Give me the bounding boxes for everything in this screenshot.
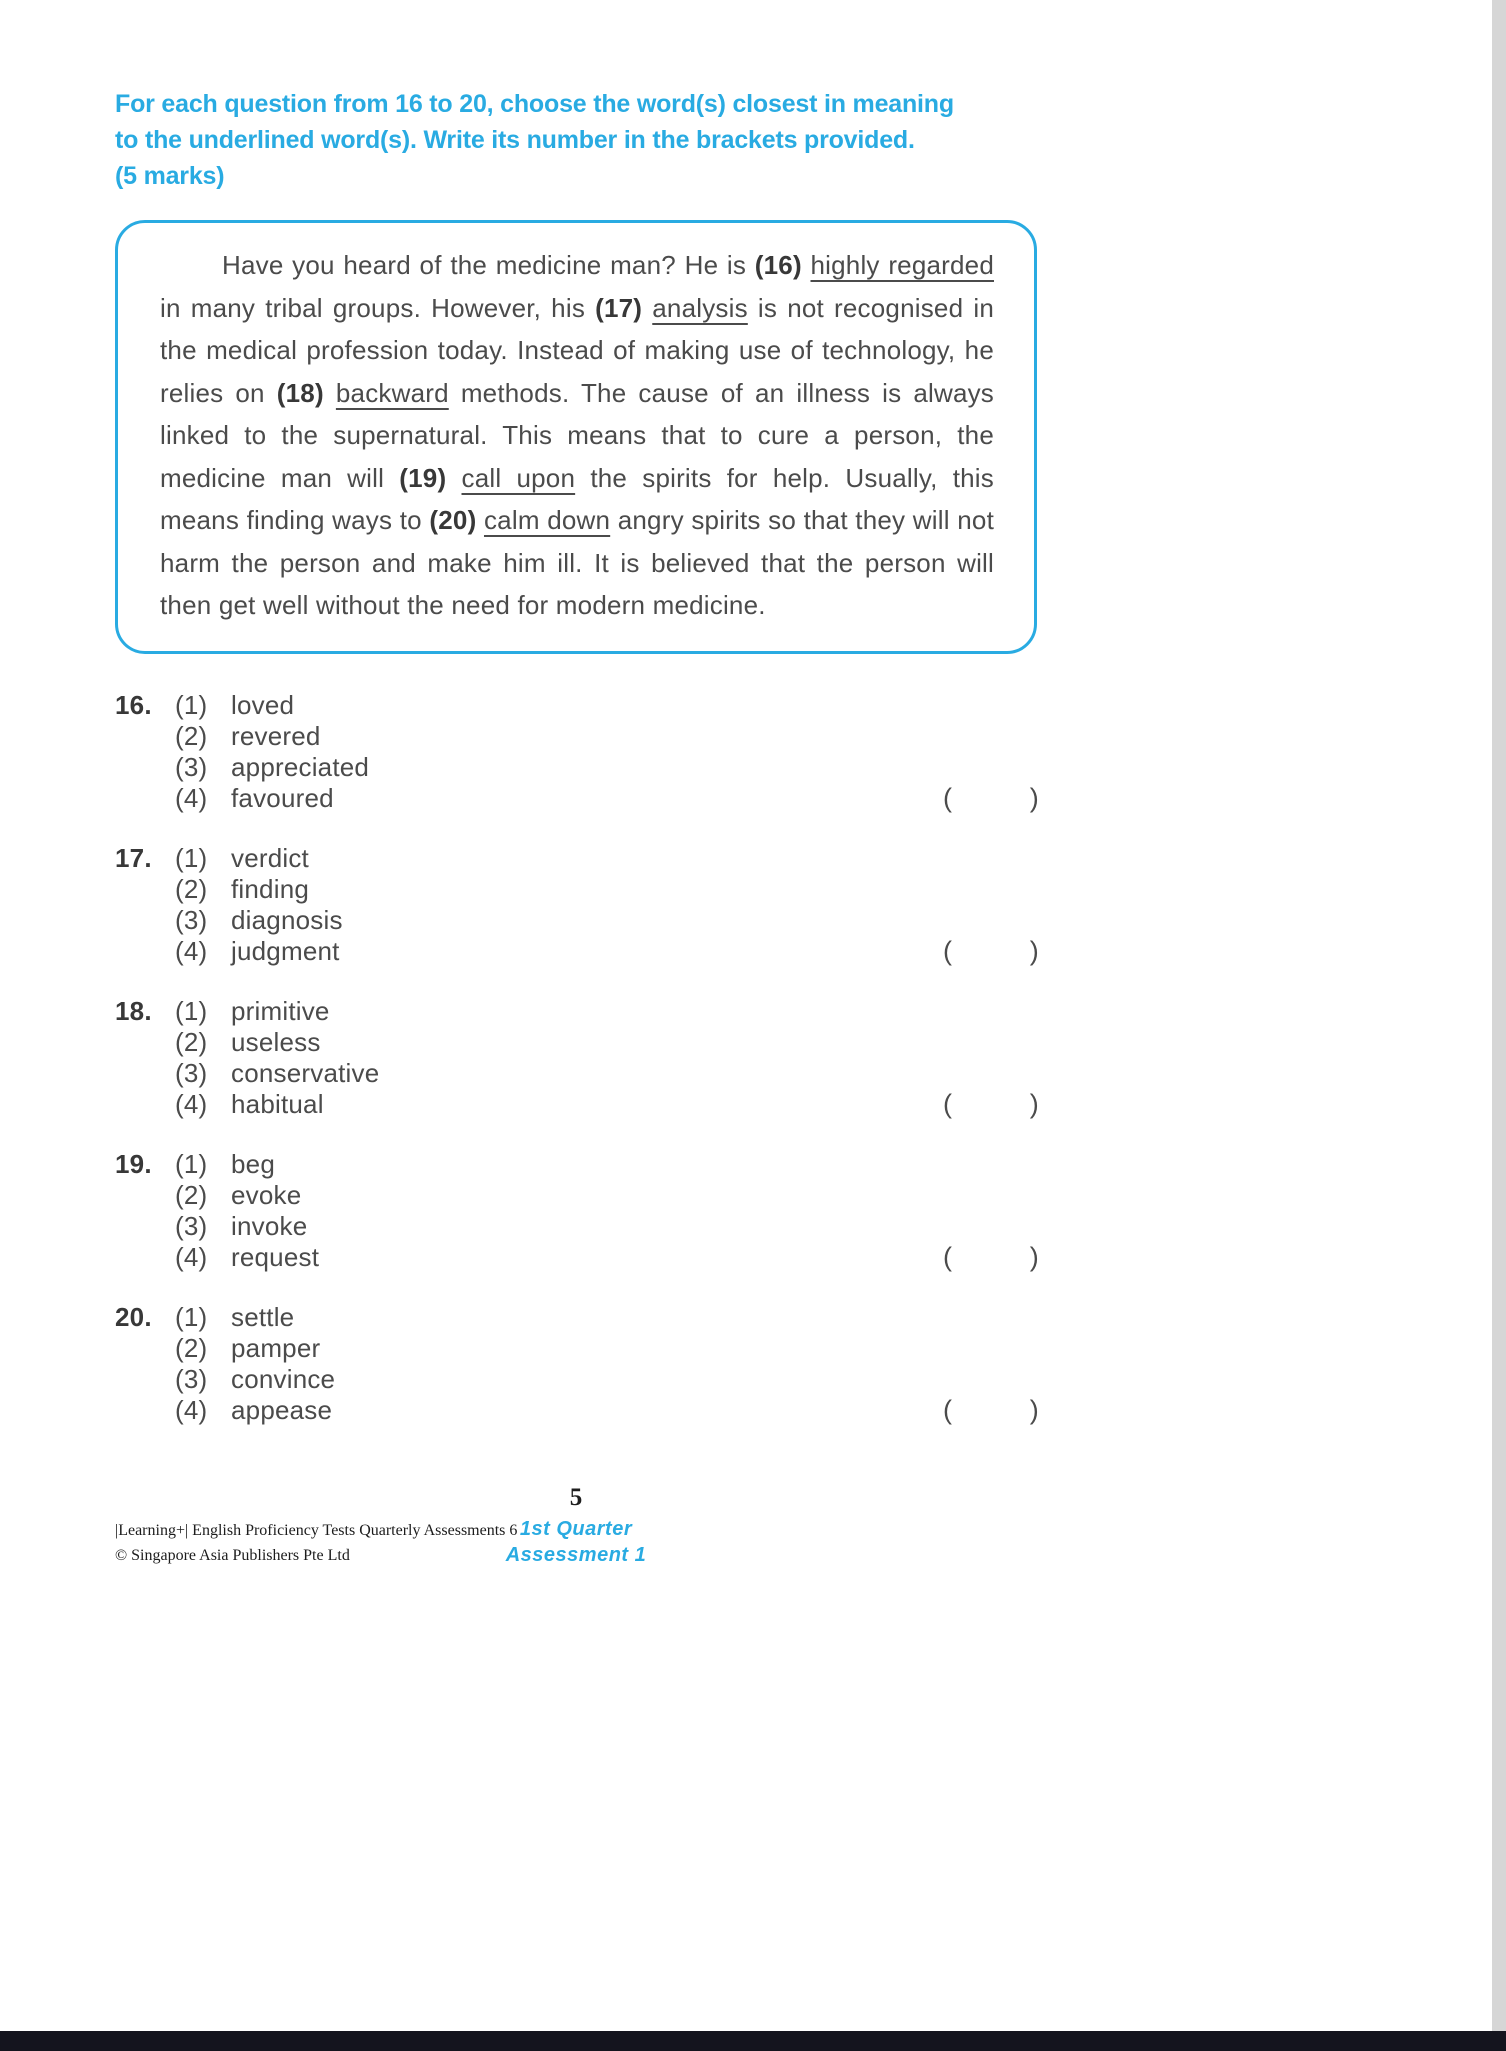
option-row <box>175 1333 1037 1364</box>
answer-bracket-close: ) <box>1029 935 1039 966</box>
answer-bracket-close: ) <box>1029 1088 1039 1119</box>
passage-segment-bold: (16) <box>754 250 811 280</box>
answer-bracket-open: ( <box>943 1394 953 1425</box>
page-content <box>115 86 1037 1455</box>
assessment-line-1: 1st Quarter <box>519 1518 633 1540</box>
passage-segment: Have you heard of the medicine man? He is <box>222 250 755 280</box>
passage-segment: the spirits for help. Usually, this means finding ways to <box>160 462 994 535</box>
option-number: (3) <box>175 751 208 782</box>
passage-segment: methods. The cause of an illness is always linked to the supernatural. This means that to cure a person, the medicine man will <box>160 377 995 493</box>
question-17 <box>115 843 1037 967</box>
passage-segment: in many tribal groups. However, his <box>160 292 596 323</box>
option-row <box>175 996 1037 1027</box>
option-row <box>175 1395 1037 1426</box>
option-text: evoke <box>231 1179 302 1210</box>
option-row <box>175 936 1037 967</box>
answer-brackets <box>943 1242 1039 1273</box>
option-text: invoke <box>231 1210 308 1241</box>
option-row <box>175 1211 1037 1242</box>
credit-line-2: © Singapore Asia Publishers Pte Ltd <box>115 1547 350 1564</box>
page-number: 5 <box>569 1484 583 1511</box>
instruction-line-3: (5 marks) <box>115 162 225 190</box>
question-list <box>115 690 1037 1426</box>
option-number: (4) <box>175 1394 208 1425</box>
answer-bracket-open: ( <box>943 782 953 813</box>
answer-bracket-open: ( <box>943 1241 953 1272</box>
option-text: convince <box>231 1363 336 1394</box>
question-number: 16. <box>115 689 152 720</box>
scan-bar-bottom <box>0 2031 1506 2051</box>
question-options <box>175 690 1037 814</box>
question-number: 18. <box>115 995 152 1026</box>
passage-segment-underlined: calm down <box>483 505 611 535</box>
option-number: (1) <box>175 1301 208 1332</box>
option-number: (3) <box>175 1210 208 1241</box>
answer-brackets <box>943 783 1039 814</box>
option-row <box>175 1089 1037 1120</box>
page-footer <box>115 1484 1037 1574</box>
option-row <box>175 752 1037 783</box>
option-number: (1) <box>175 995 208 1026</box>
option-number: (2) <box>175 1179 208 1210</box>
passage-box <box>115 220 1037 654</box>
option-text: appease <box>231 1394 333 1425</box>
option-row <box>175 905 1037 936</box>
passage-segment: angry spirits so that they will not harm the person and make him ill. It is believed that the person will then get well without the need for modern medicine. <box>160 505 994 620</box>
assessment-label <box>115 1516 1037 1568</box>
option-text: pamper <box>231 1332 321 1363</box>
option-text: revered <box>231 720 321 751</box>
passage-segment-underlined: analysis <box>652 292 748 323</box>
passage-segment-underlined: call upon <box>461 462 576 493</box>
option-row <box>175 874 1037 905</box>
option-text: useless <box>231 1026 321 1057</box>
option-text: loved <box>231 689 295 720</box>
option-text: primitive <box>231 995 330 1026</box>
option-number: (4) <box>175 935 208 966</box>
passage-segment-bold: (18) <box>276 377 336 408</box>
answer-bracket-close: ) <box>1029 1241 1039 1272</box>
question-19 <box>115 1149 1037 1273</box>
option-row <box>175 1027 1037 1058</box>
instruction-line-1: For each question from 16 to 20, choose the word(s) closest in meaning <box>115 90 954 118</box>
option-row <box>175 1302 1037 1333</box>
answer-bracket-open: ( <box>943 935 953 966</box>
option-number: (3) <box>175 1363 208 1394</box>
option-row <box>175 1180 1037 1211</box>
option-number: (2) <box>175 720 208 751</box>
question-20 <box>115 1302 1037 1426</box>
option-number: (1) <box>175 842 208 873</box>
option-number: (2) <box>175 873 208 904</box>
scan-edge-right <box>1492 0 1506 2051</box>
question-18 <box>115 996 1037 1120</box>
question-options <box>175 1149 1037 1273</box>
footer-row <box>115 1516 1037 1574</box>
option-text: conservative <box>231 1057 380 1088</box>
option-row <box>175 843 1037 874</box>
question-number: 20. <box>115 1301 152 1332</box>
question-number: 17. <box>115 842 152 873</box>
passage-segment: is not recognised in the medical profession today. Instead of making use of technology, he relies on <box>160 292 994 408</box>
question-options <box>175 1302 1037 1426</box>
option-text: beg <box>231 1148 275 1179</box>
option-row <box>175 690 1037 721</box>
question-16 <box>115 690 1037 814</box>
passage-segment-underlined: backward <box>335 377 449 408</box>
option-row <box>175 1149 1037 1180</box>
option-text: judgment <box>231 935 340 966</box>
option-text: finding <box>231 873 310 904</box>
option-text: favoured <box>231 782 334 813</box>
option-row <box>175 1058 1037 1089</box>
option-number: (2) <box>175 1026 208 1057</box>
passage-segment-bold: (20) <box>429 505 484 535</box>
assessment-line-2: Assessment 1 <box>505 1544 647 1566</box>
option-number: (4) <box>175 782 208 813</box>
option-number: (4) <box>175 1241 208 1272</box>
option-number: (4) <box>175 1088 208 1119</box>
option-number: (3) <box>175 904 208 935</box>
passage-segment-bold: (19) <box>399 462 462 493</box>
question-number: 19. <box>115 1148 152 1179</box>
question-options <box>175 996 1037 1120</box>
instruction-heading <box>115 86 1037 194</box>
option-text: settle <box>231 1301 295 1332</box>
option-number: (1) <box>175 1148 208 1179</box>
option-text: verdict <box>231 842 309 873</box>
answer-bracket-open: ( <box>943 1088 953 1119</box>
option-row <box>175 1364 1037 1395</box>
option-number: (3) <box>175 1057 208 1088</box>
option-row <box>175 721 1037 752</box>
passage-segment-underlined: highly regarded <box>810 250 994 280</box>
answer-brackets <box>943 1395 1039 1426</box>
credit-line-1: |Learning+| English Proficiency Tests Quarterly Assessments 6 <box>115 1522 518 1539</box>
option-text: appreciated <box>231 751 370 782</box>
option-number: (1) <box>175 689 208 720</box>
passage-text <box>160 244 994 627</box>
option-text: habitual <box>231 1088 324 1119</box>
option-number: (2) <box>175 1332 208 1363</box>
option-text: request <box>231 1241 320 1272</box>
answer-bracket-close: ) <box>1029 782 1039 813</box>
answer-brackets <box>943 1089 1039 1120</box>
answer-bracket-close: ) <box>1029 1394 1039 1425</box>
option-row <box>175 1242 1037 1273</box>
question-options <box>175 843 1037 967</box>
answer-brackets <box>943 936 1039 967</box>
instruction-line-2: to the underlined word(s). Write its number in the brackets provided. <box>115 126 915 154</box>
option-row <box>175 783 1037 814</box>
option-text: diagnosis <box>231 904 343 935</box>
passage-segment-bold: (17) <box>595 292 653 323</box>
